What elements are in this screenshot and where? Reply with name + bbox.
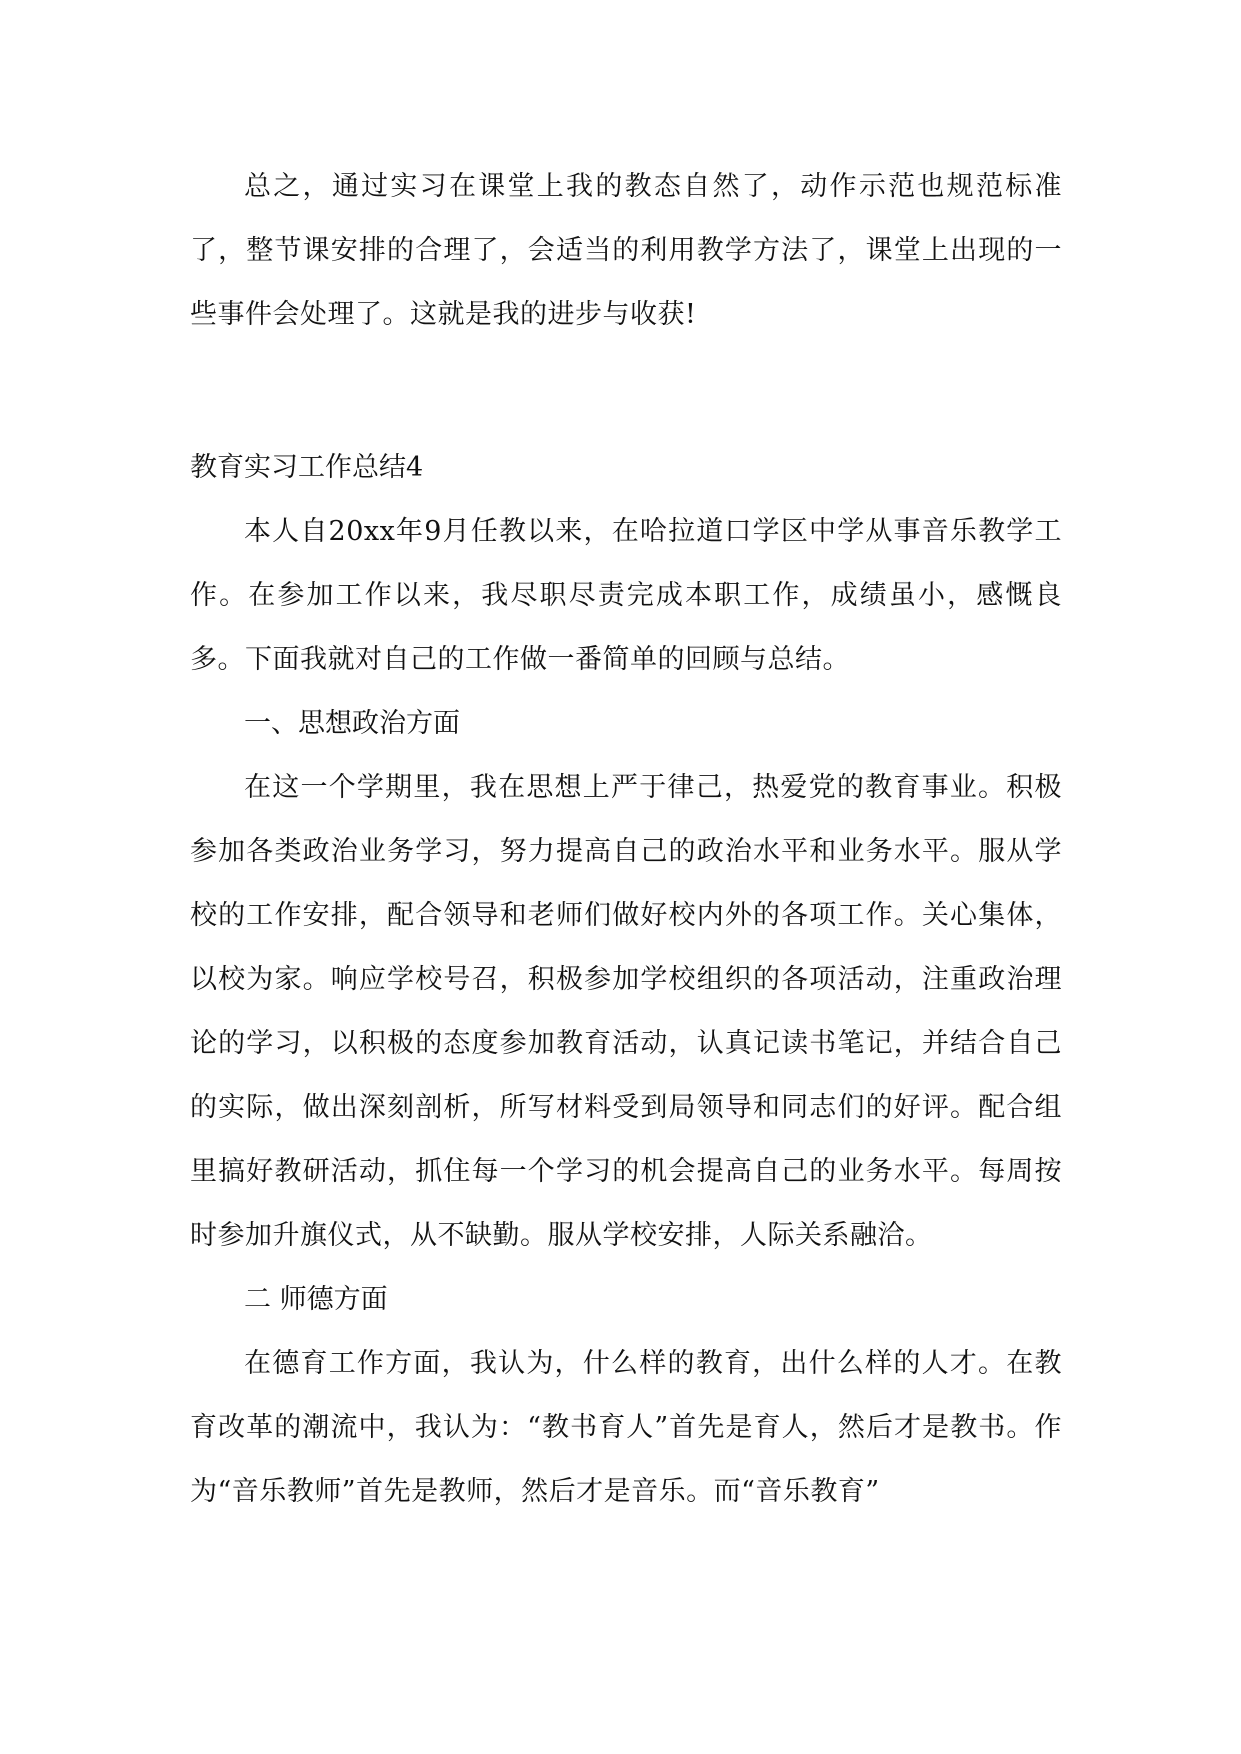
section-heading-politics: 一、思想政治方面 [244, 708, 460, 739]
intro-paragraph: 总之，通过实习在课堂上我的教态自然了，动作示范也规范标准了，整节课安排的合理了，会适当的利用教学方法了，课堂上出现的一些事件会处理了。这就是我的进步与收获! [190, 171, 1062, 330]
document-page [190, 155, 1062, 1524]
opening-paragraph: 本人自20xx年9月任教以来，在哈拉道口学区中学从事音乐教学工作。在参加工作以来，我尽职尽责完成本职工作，成绩虽小，感慨良多。下面我就对自己的工作做一番简单的回顾与总结。 [190, 516, 1062, 675]
section-paragraph-ethics: 在德育工作方面，我认为，什么样的教育，出什么样的人才。在教育改革的潮流中，我认为：“教书育人”首先是育人，然后才是教书。作为“音乐教师”首先是教师，然后才是音乐。而“音乐教育” [190, 1348, 1062, 1507]
section-paragraph-politics: 在这一个学期里，我在思想上严于律己，热爱党的教育事业。积极参加各类政治业务学习，努力提高自己的政治水平和业务水平。服从学校的工作安排，配合领导和老师们做好校内外的各项工作。关心集体，以校为家。响应学校号召，积极参加学校组织的各项活动，注重政治理论的学习，以积极的态度参加教育活动，认真记读书笔记，并结合自己的实际，做出深刻剖析，所写材料受到局领导和同志们的好评。配合组里搞好教研活动，抓住每一个学习的机会提高自己的业务水平。每周按时参加升旗仪式，从不缺勤。服从学校安排，人际关系融洽。 [190, 772, 1062, 1251]
section-spacer [190, 347, 1062, 436]
document-title: 教育实习工作总结4 [190, 452, 424, 483]
section-heading-ethics: 二 师德方面 [244, 1284, 388, 1315]
